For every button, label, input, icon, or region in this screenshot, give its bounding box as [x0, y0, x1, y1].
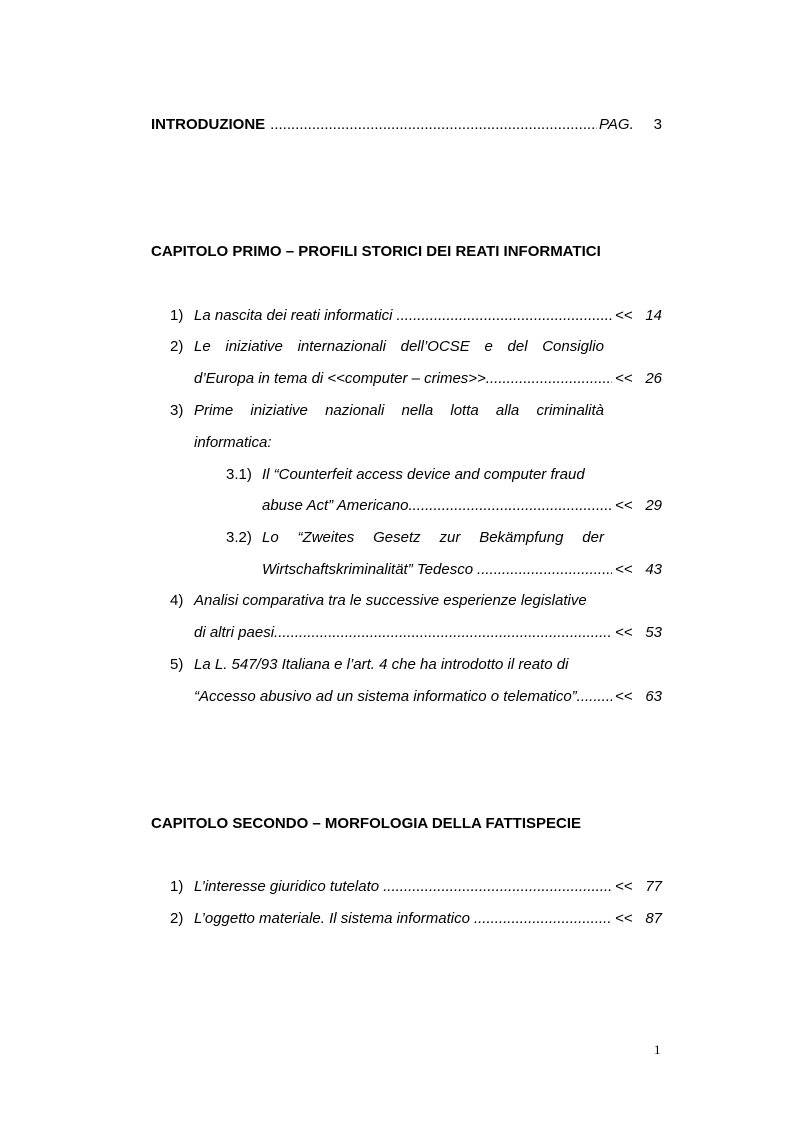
toc-page-number: 87 [645, 910, 662, 927]
toc-page-number: 53 [645, 624, 662, 641]
toc-entry [262, 496, 612, 516]
word: zur [439, 529, 461, 546]
chapter-title: CAPITOLO PRIMO – PROFILI STORICI DEI REATI INFORMATICI [151, 243, 601, 260]
word: criminalità [536, 402, 604, 419]
toc-entry-line [194, 337, 604, 357]
item-number: 3) [170, 402, 184, 419]
item-number: 2) [170, 910, 184, 927]
item-number: 2) [170, 338, 184, 355]
toc-entry-text: di altri paesi [194, 624, 275, 641]
toc-page-number: 43 [645, 561, 662, 578]
item-number: 3.1) [226, 466, 252, 483]
toc-entry-text: L’interesse giuridico tutelato [194, 878, 380, 895]
toc-marker: << [615, 370, 633, 387]
toc-entry-text: Il “Counterfeit access device and computer fraud [262, 466, 585, 483]
dot-leader [577, 687, 612, 707]
toc-marker: << [615, 307, 633, 324]
toc-page-number: 14 [645, 307, 662, 324]
item-number: 1) [170, 878, 184, 895]
toc-entry-text: La nascita dei reati informatici [194, 307, 393, 324]
toc-entry-line [194, 401, 604, 421]
word: Le [194, 338, 211, 355]
item-number: 4) [170, 592, 184, 609]
item-number: 1) [170, 307, 184, 324]
word: iniziative [225, 338, 283, 355]
toc-entry-text: d’Europa in tema di <<computer – crimes>> [194, 370, 486, 387]
toc-entry-introduzione [151, 115, 597, 135]
word: iniziative [250, 402, 308, 419]
page-number: 1 [654, 1042, 661, 1057]
toc-entry-text: “Accesso abusivo ad un sistema informatico o telematico” [194, 688, 577, 705]
toc-entry-text: abuse Act” Americano [262, 497, 409, 514]
word: nazionali [325, 402, 385, 419]
word: dell’OCSE [400, 338, 470, 355]
item-number: 5) [170, 656, 184, 673]
toc-marker: << [615, 624, 633, 641]
toc-page-number: 77 [645, 878, 662, 895]
toc-entry-text: informatica: [194, 434, 272, 451]
toc-entry [262, 560, 612, 580]
toc-marker: << [615, 497, 633, 514]
dot-leader [477, 560, 612, 580]
dot-leader [383, 877, 612, 897]
dot-leader [474, 909, 612, 929]
item-number: 3.2) [226, 529, 252, 546]
toc-marker: PAG. [599, 116, 634, 133]
toc-entry [194, 369, 612, 389]
word: lotta [450, 402, 479, 419]
word: Lo [262, 529, 279, 546]
word: nella [401, 402, 434, 419]
toc-page-number: 26 [645, 370, 662, 387]
toc-entry-text: Analisi comparativa tra le successive esperienze legislative [194, 592, 587, 609]
toc-entry-line [262, 528, 604, 548]
word: alla [495, 402, 520, 419]
toc-entry [194, 687, 612, 707]
dot-leader [486, 369, 612, 389]
word: del [507, 338, 528, 355]
toc-page-number: 3 [653, 116, 662, 133]
word: Gesetz [373, 529, 421, 546]
toc-entry [194, 877, 612, 897]
toc-marker: << [615, 878, 633, 895]
toc-page-number: 29 [645, 497, 662, 514]
toc-entry-text: Wirtschaftskriminalität” Tedesco [262, 561, 474, 578]
word: “Zweites [297, 529, 355, 546]
toc-entry [194, 623, 612, 643]
toc-marker: << [615, 561, 633, 578]
word: der [582, 529, 604, 546]
word: internazionali [297, 338, 386, 355]
dot-leader [265, 115, 597, 135]
toc-entry [194, 909, 612, 929]
word: e [484, 338, 493, 355]
word: Consiglio [542, 338, 604, 355]
dot-leader [274, 623, 612, 643]
toc-entry-text: La L. 547/93 Italiana e l’art. 4 che ha introdotto il reato di [194, 656, 569, 673]
dot-leader [408, 496, 612, 516]
toc-page-number: 63 [645, 688, 662, 705]
word: Prime [194, 402, 234, 419]
toc-entry-text: L’oggetto materiale. Il sistema informatico [194, 910, 470, 927]
word: Bekämpfung [479, 529, 564, 546]
toc-title-introduzione: INTRODUZIONE [151, 116, 266, 133]
toc-entry [194, 306, 612, 326]
toc-marker: << [615, 910, 633, 927]
chapter-title: CAPITOLO SECONDO – MORFOLOGIA DELLA FATTISPECIE [151, 815, 582, 832]
toc-marker: << [615, 688, 633, 705]
dot-leader [396, 306, 612, 326]
